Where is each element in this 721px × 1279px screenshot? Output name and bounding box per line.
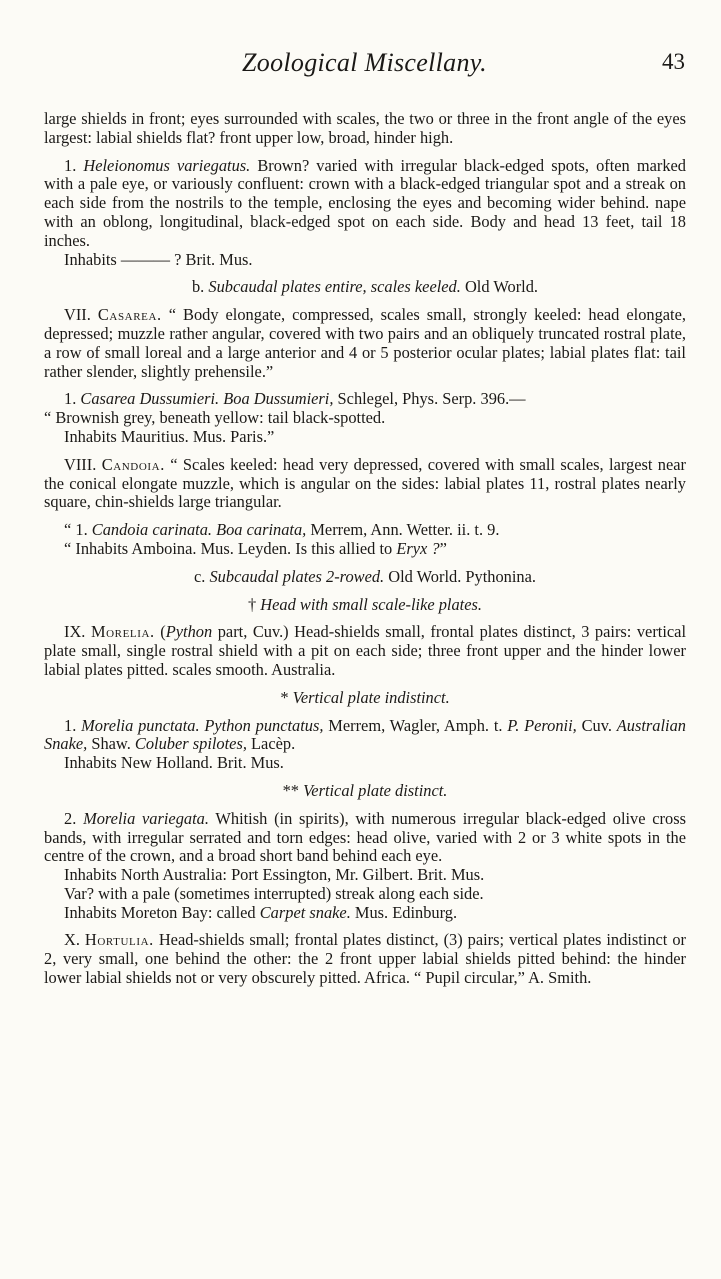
species-number: 1. (64, 155, 77, 175)
common-name: Carpet snake. (259, 902, 351, 922)
species-number: 1. (64, 389, 77, 409)
intro-paragraph: large shields in front; eyes surrounded with scales, the two or three in the front angle of the eyes largest: labial shields flat? front upper low, broad, hinder high. (44, 109, 686, 147)
dagger-mark: † (247, 594, 257, 614)
species-name: Heleionomus variegatus. (83, 155, 251, 175)
synonym-reference: Cuv. (581, 715, 612, 735)
heleionomus-habitat: Inhabits ——— ? Brit. Mus. (64, 249, 253, 269)
section-rest-text: Old World. Pythonina. (388, 566, 536, 586)
section-italic-text: Vertical plate indistinct. (292, 687, 450, 707)
synonym-reference: Lacèp. (251, 734, 296, 754)
genus-numeral: VII. (64, 305, 91, 325)
asterisk-mark: ** (282, 780, 299, 800)
genus-description: Head-shields small; frontal plates distinct, (3) pairs; vertical plates indistinct or 2, very small, one behind the other: the 2 front upper labial shields pitted behind: the hinder lower labial shields not or very obscurely pitted. Africa. “ Pupil circular,” A. Smith. (44, 930, 686, 988)
section-rest-text: Old World. (464, 277, 539, 297)
genus-name: Casarea. (97, 305, 162, 325)
habitat-text: “ Inhabits Amboina. Mus. Leyden. Is this allied to (64, 538, 393, 558)
casarea-genus-entry (44, 306, 686, 381)
synonym-reference: part, Cuv.) (217, 622, 289, 642)
variegata-species-entry (44, 810, 686, 866)
synonym-name: Boa carinata, (216, 520, 307, 540)
paren-open: ( (160, 622, 166, 642)
section-italic-text: Subcaudal plates 2-rowed. (209, 566, 385, 586)
genus-name: Morelia. (90, 622, 155, 642)
synonym-name: Coluber spilotes, (134, 734, 247, 754)
species-name: Morelia punctata. (81, 715, 200, 735)
genus-numeral: X. (64, 930, 80, 950)
species-description: Brown? varied with irregular black-edged spots, often marked with a pale eye, or variously confluent: crown with a black-edged triangular spot and a streak on each side from the nostrils to the temple, enclosing the eyes and becoming wider behind. nape with an oblong, longitudinal, black-edged spot on each side. Body and head 13 feet, tail 18 inches. (44, 155, 686, 250)
genus-numeral: VIII. (64, 454, 97, 474)
variegata-habitat: Inhabits North Australia: Port Essington, Mr. Gilbert. Brit. Mus. (64, 865, 485, 885)
closing-quote: ” (439, 538, 447, 558)
synonym-reference: Schlegel, Phys. Serp. 396.— (337, 389, 526, 409)
museum-text: Mus. Edinburg. (354, 902, 458, 922)
section-heading-double-star (44, 782, 686, 801)
morelia-genus-entry (44, 623, 686, 679)
species-description: Whitish (in spirits), with numerous irregular black-edged olive cross bands, with irregular serrated and torn edges: head olive, varied with 2 or 3 white spots in the centre of the crown, and a broad short band behind each eye. (44, 808, 686, 866)
genus-description: Head-shields small, frontal plates distinct, 3 pairs: vertical plate small, single rostral shield with a pit on each side; three front upper and the hinder lower labial plates pitted. scales smooth. Australia. (44, 622, 687, 679)
section-heading-c (44, 568, 686, 587)
casarea-habitat: Inhabits Mauritius. Mus. Paris.” (64, 426, 275, 446)
section-italic-text: Vertical plate distinct. (303, 780, 448, 800)
variegata-variety-habitat (44, 904, 686, 923)
candoia-species-entry (44, 521, 686, 540)
punctata-habitat: Inhabits New Holland. Brit. Mus. (64, 753, 284, 773)
section-italic-text: Subcaudal plates entire, scales keeled. (208, 277, 461, 297)
section-label: b. (191, 277, 205, 297)
section-heading-dagger (44, 596, 686, 615)
genus-description: “ Scales keeled: head very depressed, covered with small scales, largest near the conical elongate muzzle, which is angular on the sides: labial plates 11, rostral plates nearly square, chin-shields large triangular. (44, 454, 686, 512)
synonym-name: Python punctatus, (204, 715, 324, 735)
asterisk-mark: * (280, 687, 289, 707)
genus-name: Hortulia. (84, 930, 154, 950)
hortulia-genus-entry (44, 931, 686, 987)
species-name: Casarea Dussumieri. (80, 389, 220, 409)
species-number: “ 1. (64, 520, 88, 540)
synonym-reference: Shaw. (91, 734, 131, 754)
genus-numeral: IX. (64, 622, 86, 642)
page-number: 43 (662, 49, 685, 74)
running-header (44, 48, 685, 82)
candoia-habitat (44, 540, 686, 559)
casarea-description: “ Brownish grey, beneath yellow: tail black-spotted. (44, 408, 386, 428)
synonym-name: P. Peronii, (507, 715, 577, 735)
genus-name: Candoia. (101, 454, 165, 474)
species-number: 2. (64, 808, 77, 828)
punctata-species-entry (44, 717, 686, 755)
habitat-italic: Eryx ? (396, 538, 440, 558)
section-italic-text: Head with small scale-like plates. (260, 594, 482, 614)
genus-description: “ Body elongate, compressed, scales small, strongly keeled: head elongate, depressed; muzzle rather angular, covered with two pairs and an obliquely truncated rostral plate, a row of small loreal and a large anterior and 4 or 5 posterior ocular plates; labial plates flat: tail rather slender, slightly prehensile.” (44, 305, 686, 381)
variegata-variety: Var? with a pale (sometimes interrupted) streak along each side. (64, 883, 484, 903)
text-body (44, 110, 686, 988)
section-label: c. (194, 566, 206, 586)
species-name: Morelia variegata. (83, 808, 209, 828)
running-title: Zoological Miscellany. (242, 48, 487, 77)
heleionomus-entry (44, 157, 686, 251)
section-heading-star (44, 689, 686, 708)
species-name: Candoia carinata. (91, 520, 212, 540)
section-heading-b (44, 278, 686, 297)
synonym-name: Python (165, 622, 213, 642)
casarea-species-entry (44, 390, 686, 409)
species-number: 1. (64, 715, 77, 735)
candoia-genus-entry (44, 456, 686, 512)
synonym-name: Boa Dussumieri, (223, 389, 334, 409)
synonym-reference: Merrem, Wagler, Amph. t. (328, 715, 503, 735)
habitat-text: Inhabits Moreton Bay: called (64, 902, 256, 922)
synonym-name: Australian Snake, (44, 715, 686, 754)
synonym-reference: Merrem, Ann. Wetter. ii. t. 9. (310, 520, 500, 540)
